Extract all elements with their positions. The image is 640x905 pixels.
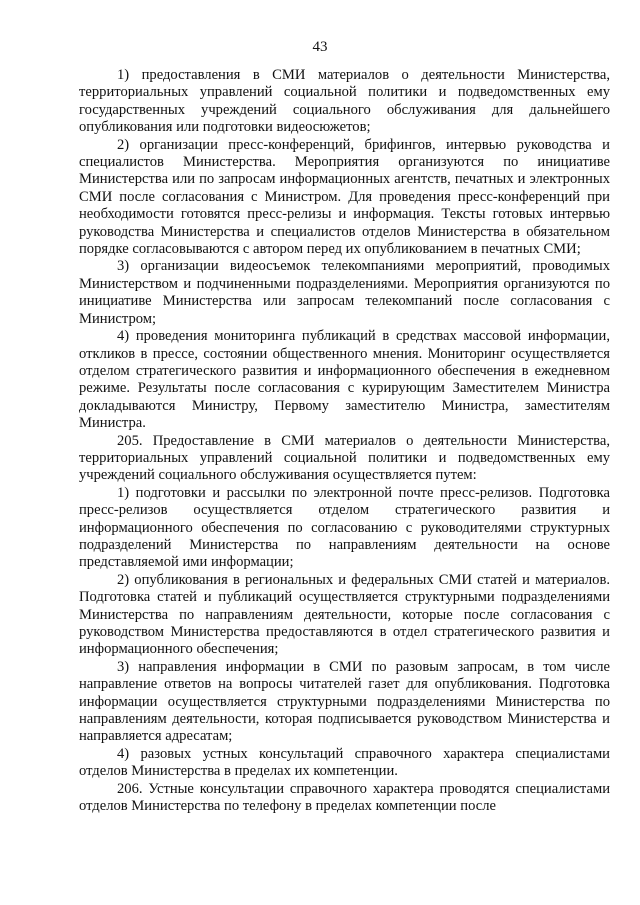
paragraph-item-3: 3) организации видеосъемок телекомпаниями мероприятий, проводимых Министерством и подчиненными подразделениями. Мероприятия организуются по инициативе Министерства или запросам телекомпаний после согласования с Министром; [79,258,610,327]
page-number: 43 [312,39,328,55]
paragraph-item-1: 1) предоставления в СМИ материалов о деятельности Министерства, территориальных управлений социальной политики и подведомственных ему государственных учреждений социального обслуживания для дальнейшего опубликования или подготовки видеосюжетов; [79,67,610,136]
paragraph-205-item-1: 1) подготовки и рассылки по электронной почте пресс-релизов. Подготовка пресс-релизов осуществляется отделом стратегического развития и информационного обеспечения по согласованию с руководителями структурных подразделений Министерства по направлениям деятельности на основе представляемой ими информации; [79,484,610,571]
document-body [79,67,610,815]
paragraph-205-item-2: 2) опубликования в региональных и федеральных СМИ статей и материалов. Подготовка статей и публикаций осуществляется структурными подразделениями Министерства по направлениям деятельности, которые после согласования с руководством Министерства предоставляются в отдел стратегического развития и информационного обеспечения; [79,571,610,658]
paragraph-205-item-4: 4) разовых устных консультаций справочного характера специалистами отделов Министерства в пределах их компетенции. [79,745,610,780]
paragraph-206: 206. Устные консультации справочного характера проводятся специалистами отделов Министерства по телефону в пределах компетенции после [79,780,610,815]
paragraph-item-4: 4) проведения мониторинга публикаций в средствах массовой информации, откликов в прессе, состоянии общественного мнения. Мониторинг осуществляется отделом стратегического развития и информационного обеспечения в ежедневном режиме. Результаты после согласования с курирующим Заместителем Министра докладываются Министру, Первому заместителю Министра, заместителям Министра. [79,328,610,432]
paragraph-205-item-3: 3) направления информации в СМИ по разовым запросам, в том числе направление ответов на вопросы читателей газет для опубликования. Подготовка информации осуществляется структурными подразделениями Министерства по направлениям деятельности, которая подписывается руководством Министерства и направляется адресатам; [79,658,610,745]
paragraph-205: 205. Предоставление в СМИ материалов о деятельности Министерства, территориальных управлений социальной политики и подведомственных ему учреждений социального обслуживания осуществляется путем: [79,432,610,484]
paragraph-item-2: 2) организации пресс-конференций, брифингов, интервью руководства и специалистов Министерства. Мероприятия организуются по инициативе Министерства или по запросам информационных агентств, печатных и электронных СМИ после согласования с Министром. Для проведения пресс-конференций при необходимости готовятся пресс-релизы и информация. Тексты готовых интервью руководства Министерства и специалистов отделов Министерства в обязательном порядке согласовываются с автором перед их опубликованием в печатных СМИ; [79,136,610,258]
